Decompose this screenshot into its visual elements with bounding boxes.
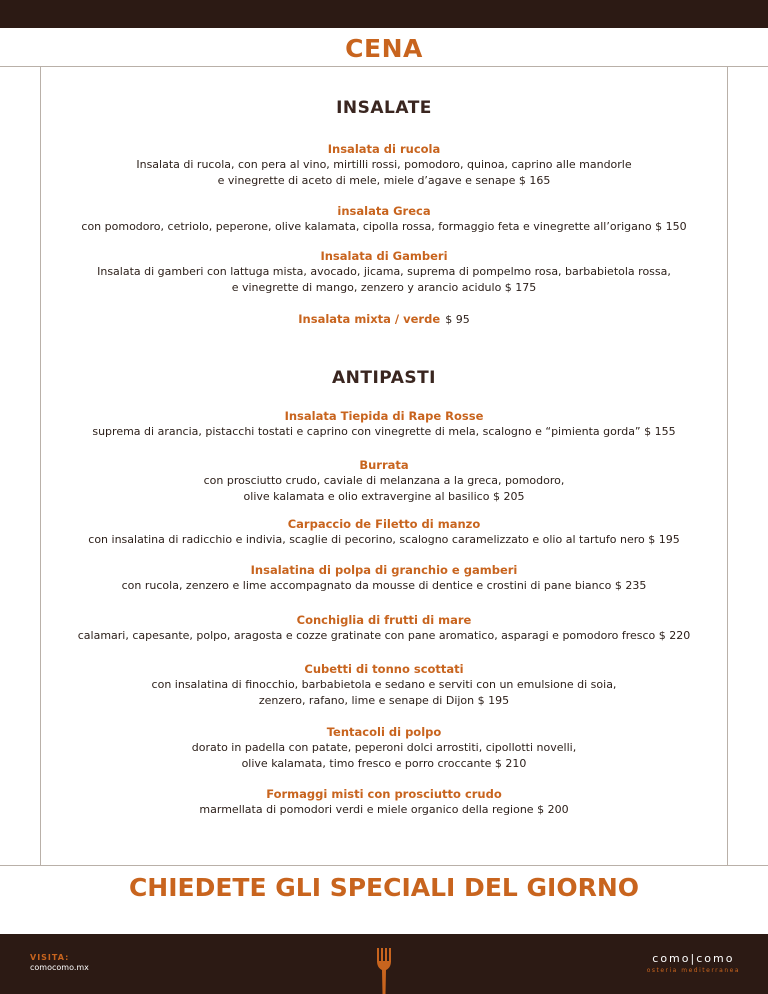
item-name: Insalatina di polpa di granchio e gamberi xyxy=(250,563,518,577)
item-name: Insalata di Gamberi xyxy=(320,249,448,263)
item-desc: dorato in padella con patate, peperoni dolci arrostiti, cipollotti novelli, xyxy=(191,741,577,754)
specials-banner: CHIEDETE GLI SPECIALI DEL GIORNO xyxy=(128,873,640,902)
menu-item xyxy=(40,408,728,440)
fork-icon xyxy=(373,948,395,994)
item-name: Carpaccio de Filetto di manzo xyxy=(287,517,481,531)
item-desc: Insalata di gamberi con lattuga mista, avocado, jicama, suprema di pompelmo rosa, barbabietola rossa, xyxy=(97,265,671,278)
menu-item xyxy=(40,724,728,772)
item-name: Insalata Tiepida di Rape Rosse xyxy=(284,409,484,423)
menu-item xyxy=(40,516,728,548)
menu-item xyxy=(40,562,728,594)
item-price: $ 95 xyxy=(445,313,470,326)
divider-bottom xyxy=(0,865,768,866)
item-desc: olive kalamata e olio extravergine al basilico $ 205 xyxy=(243,490,525,503)
brand-logo xyxy=(647,952,740,974)
item-name: Burrata xyxy=(359,458,409,472)
item-desc: zenzero, rafano, lime e senape di Dijon $ 195 xyxy=(258,694,510,707)
section-title-insalate: INSALATE xyxy=(336,98,432,118)
item-desc: con insalatina di finocchio, barbabietola e sedano e serviti con un emulsione di soia, xyxy=(151,678,617,691)
item-name: Formaggi misti con prosciutto crudo xyxy=(266,787,502,801)
item-desc: con prosciutto crudo, caviale di melanzana a la greca, pomodoro, xyxy=(203,474,565,487)
item-name: Cubetti di tonno scottati xyxy=(304,662,464,676)
item-desc: Insalata di rucola, con pera al vino, mirtilli rossi, pomodoro, quinoa, caprino alle mandorle xyxy=(136,158,632,171)
visit-label: VISITA: xyxy=(30,953,70,962)
visit-link[interactable]: comocomo.mx xyxy=(30,963,89,972)
section-title-antipasti: ANTIPASTI xyxy=(331,368,437,388)
item-name: insalata Greca xyxy=(337,204,431,218)
item-desc: olive kalamata, timo fresco e porro croccante $ 210 xyxy=(241,757,527,770)
menu-item xyxy=(40,612,728,644)
divider-top xyxy=(0,66,768,67)
item-desc: e vinegrette di aceto di mele, miele d’agave e senape $ 165 xyxy=(217,174,551,187)
menu-item xyxy=(40,661,728,709)
page-title: CENA xyxy=(345,34,423,63)
menu-item xyxy=(40,141,728,189)
brand-name: como|como xyxy=(652,952,735,965)
footer xyxy=(0,934,768,994)
menu-item xyxy=(40,786,728,818)
item-name: Insalata di rucola xyxy=(327,142,441,156)
item-desc: marmellata di pomodori verdi e miele organico della regione $ 200 xyxy=(199,803,569,816)
menu-item xyxy=(40,310,728,328)
item-desc: con pomodoro, cetriolo, peperone, olive kalamata, cipolla rossa, formaggio feta e vinegrette all’origano $ 150 xyxy=(81,220,687,233)
menu-item xyxy=(40,248,728,296)
item-desc: calamari, capesante, polpo, aragosta e cozze gratinate con pane aromatico, asparagi e pomodoro fresco $ 220 xyxy=(77,629,691,642)
top-bar xyxy=(0,0,768,28)
item-name: Conchiglia di frutti di mare xyxy=(296,613,472,627)
item-name: Insalata mixta / verde xyxy=(298,312,441,326)
brand-tagline: osteria mediterranea xyxy=(646,967,740,974)
item-desc: con rucola, zenzero e lime accompagnato da mousse di dentice e crostini di pane bianco $ 235 xyxy=(121,579,647,592)
item-desc: suprema di arancia, pistacchi tostati e caprino con vinegrette di mela, scalogno e “pimienta gorda” $ 155 xyxy=(92,425,676,438)
menu-item xyxy=(40,203,728,235)
menu-item xyxy=(40,457,728,505)
item-desc: con insalatina di radicchio e indivia, scaglie di pecorino, scalogno caramelizzato e olio al tartufo nero $ 195 xyxy=(88,533,680,546)
item-name: Tentacoli di polpo xyxy=(326,725,442,739)
item-desc: e vinegrette di mango, zenzero y arancio acidulo $ 175 xyxy=(231,281,537,294)
